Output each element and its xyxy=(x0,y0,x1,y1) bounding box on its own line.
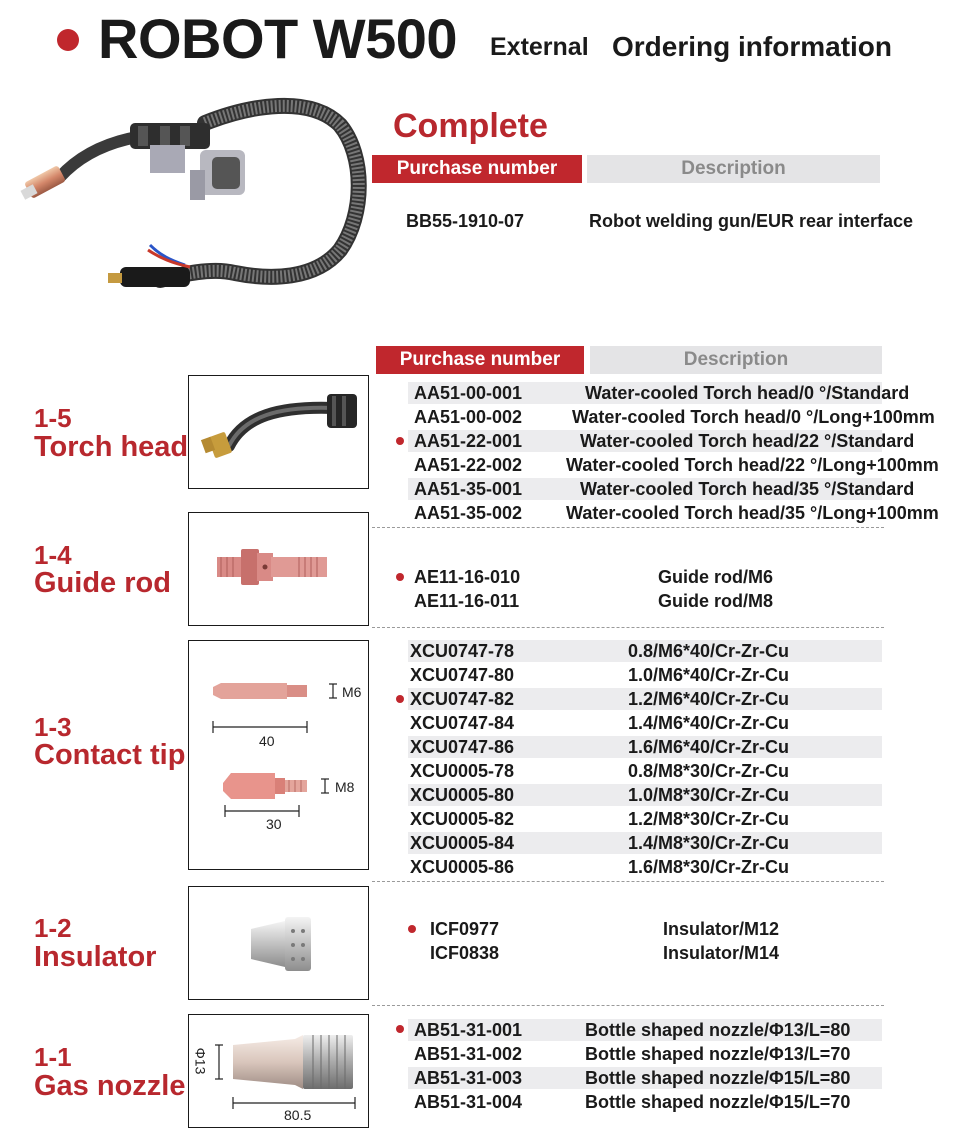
recommended-dot xyxy=(396,1025,404,1033)
contact-tip-image xyxy=(189,641,367,868)
torch-code-1: AA51-00-001 xyxy=(414,383,523,403)
complete-description-header: Description xyxy=(587,155,880,183)
robot-welding-gun-image xyxy=(20,95,370,310)
complete-description: Robot welding gun/EUR rear interface xyxy=(589,211,914,231)
torch-desc-5: Water-cooled Torch head/35 °/Standard xyxy=(580,479,915,499)
tip-desc-2: 1.0/M6*40/Cr-Zr-Cu xyxy=(628,665,790,685)
nozzle-desc-4: Bottle shaped nozzle/Φ15/L=70 xyxy=(585,1092,851,1112)
complete-code: BB55-1910-07 xyxy=(406,211,525,231)
guide-code-1: AE11-16-010 xyxy=(414,567,521,587)
tip-code-2: XCU0747-80 xyxy=(410,665,515,685)
tip-code-4: XCU0747-84 xyxy=(410,713,515,733)
title-bullet xyxy=(57,29,79,51)
insulator-number: 1-2 xyxy=(34,913,72,943)
tip-desc-4: 1.4/M6*40/Cr-Zr-Cu xyxy=(628,713,790,733)
dimension-30: 30 xyxy=(266,816,282,832)
insulator-desc-1: Insulator/M12 xyxy=(663,919,780,939)
page-subtitle: External xyxy=(490,33,589,61)
section-divider xyxy=(372,527,884,528)
guide-desc-2: Guide rod/M8 xyxy=(658,591,774,611)
nozzle-desc-3: Bottle shaped nozzle/Φ15/L=80 xyxy=(585,1068,851,1088)
nozzle-desc-1: Bottle shaped nozzle/Φ13/L=80 xyxy=(585,1020,851,1040)
torch-head-number: 1-5 xyxy=(34,403,72,433)
tip-code-7: XCU0005-80 xyxy=(410,785,515,805)
ordering-information-heading: Ordering information xyxy=(612,31,892,62)
guide-rod-title: Guide rod xyxy=(34,567,171,599)
tip-desc-10: 1.6/M8*30/Cr-Zr-Cu xyxy=(628,857,790,877)
nozzle-code-2: AB51-31-002 xyxy=(414,1044,523,1064)
torch-desc-2: Water-cooled Torch head/0 °/Long+100mm xyxy=(572,407,935,427)
torch-code-6: AA51-35-002 xyxy=(414,503,523,523)
tip-code-6: XCU0005-78 xyxy=(410,761,515,781)
dimension-m6: M6 xyxy=(342,684,362,700)
tip-desc-9: 1.4/M8*30/Cr-Zr-Cu xyxy=(628,833,790,853)
recommended-dot xyxy=(408,925,416,933)
nozzle-desc-2: Bottle shaped nozzle/Φ13/L=70 xyxy=(585,1044,851,1064)
insulator-title: Insulator xyxy=(34,941,157,973)
tip-desc-5: 1.6/M6*40/Cr-Zr-Cu xyxy=(628,737,790,757)
nozzle-code-3: AB51-31-003 xyxy=(414,1068,523,1088)
complete-purchase-header: Purchase number xyxy=(372,155,582,183)
dimension-m8: M8 xyxy=(335,779,355,795)
gas-nozzle-number: 1-1 xyxy=(34,1042,72,1072)
section-divider xyxy=(372,1005,884,1006)
insulator-code-1: ICF0977 xyxy=(430,919,500,939)
torch-desc-1: Water-cooled Torch head/0 °/Standard xyxy=(585,383,910,403)
torch-head-image xyxy=(189,376,367,487)
dimension-phi13: Φ13 xyxy=(192,1047,209,1075)
recommended-dot xyxy=(396,573,404,581)
insulator-image xyxy=(189,887,367,998)
tip-code-10: XCU0005-86 xyxy=(410,857,515,877)
torch-desc-6: Water-cooled Torch head/35 °/Long+100mm xyxy=(566,503,939,523)
complete-heading: Complete xyxy=(393,107,548,145)
contact-tip-title: Contact tip xyxy=(34,739,186,771)
tip-desc-3: 1.2/M6*40/Cr-Zr-Cu xyxy=(628,689,790,709)
recommended-dot xyxy=(396,437,404,445)
gas-nozzle-image xyxy=(189,1015,367,1126)
recommended-dot xyxy=(396,695,404,703)
torch-code-5: AA51-35-001 xyxy=(414,479,523,499)
guide-code-2: AE11-16-011 xyxy=(414,591,520,611)
tip-code-3: XCU0747-82 xyxy=(410,689,515,709)
gas-nozzle-image-box xyxy=(188,1014,369,1128)
section-divider xyxy=(372,881,884,882)
guide-rod-image xyxy=(189,513,367,624)
description-header: Description xyxy=(590,346,882,374)
torch-head-image-box xyxy=(188,375,369,489)
tip-code-5: XCU0747-86 xyxy=(410,737,515,757)
dimension-40: 40 xyxy=(259,733,275,749)
tip-code-9: XCU0005-84 xyxy=(410,833,515,853)
tip-code-8: XCU0005-82 xyxy=(410,809,515,829)
insulator-desc-2: Insulator/M14 xyxy=(663,943,780,963)
torch-head-title: Torch head xyxy=(34,431,189,463)
torch-code-2: AA51-00-002 xyxy=(414,407,523,427)
tip-desc-7: 1.0/M8*30/Cr-Zr-Cu xyxy=(628,785,790,805)
nozzle-code-4: AB51-31-004 xyxy=(414,1092,523,1112)
torch-code-3: AA51-22-001 xyxy=(414,431,523,451)
contact-tip-number: 1-3 xyxy=(34,712,72,742)
insulator-image-box xyxy=(188,886,369,1000)
guide-desc-1: Guide rod/M6 xyxy=(658,567,774,587)
dimension-80-5: 80.5 xyxy=(284,1107,312,1123)
contact-tip-image-box xyxy=(188,640,369,870)
tip-desc-8: 1.2/M8*30/Cr-Zr-Cu xyxy=(628,809,790,829)
section-divider xyxy=(372,627,884,628)
guide-rod-number: 1-4 xyxy=(34,540,72,570)
tip-desc-1: 0.8/M6*40/Cr-Zr-Cu xyxy=(628,641,790,661)
tip-desc-6: 0.8/M8*30/Cr-Zr-Cu xyxy=(628,761,790,781)
gas-nozzle-title: Gas nozzle xyxy=(34,1070,186,1102)
nozzle-code-1: AB51-31-001 xyxy=(414,1020,523,1040)
tip-code-1: XCU0747-78 xyxy=(410,641,515,661)
torch-desc-3: Water-cooled Torch head/22 °/Standard xyxy=(580,431,915,451)
torch-desc-4: Water-cooled Torch head/22 °/Long+100mm xyxy=(566,455,939,475)
page-title: ROBOT W500 xyxy=(98,7,458,70)
purchase-number-header: Purchase number xyxy=(376,346,584,374)
torch-code-4: AA51-22-002 xyxy=(414,455,523,475)
guide-rod-image-box xyxy=(188,512,369,626)
insulator-code-2: ICF0838 xyxy=(430,943,500,963)
